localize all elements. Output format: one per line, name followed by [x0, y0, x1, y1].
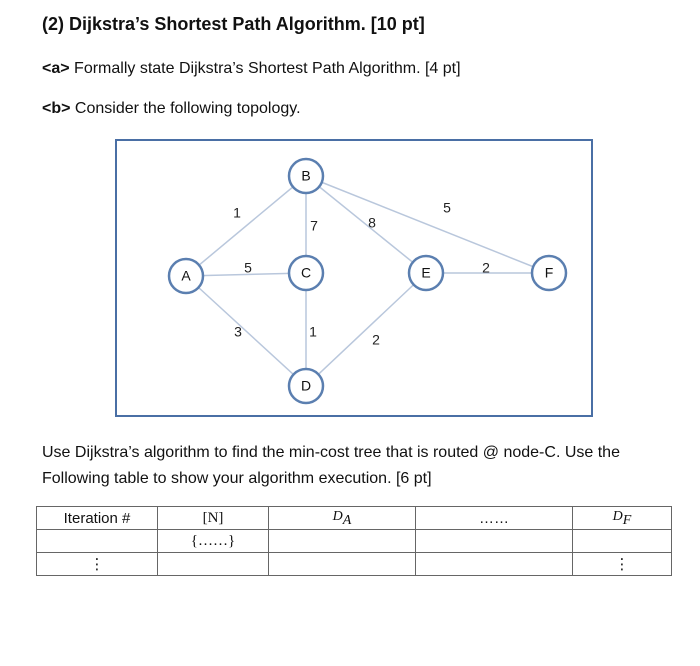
- edge-A-D: [186, 276, 306, 386]
- question-title: (2) Dijkstra’s Shortest Path Algorithm. [10 pt]: [42, 14, 425, 34]
- header-d-f: [573, 507, 672, 530]
- part-b-line: [42, 100, 301, 118]
- part-a-line: [42, 60, 461, 78]
- edge-B-E: [306, 176, 426, 273]
- d-a-symbol: D: [332, 509, 343, 524]
- topology-graph: [117, 141, 591, 415]
- d-f-subscript: F: [622, 513, 632, 528]
- cell-ellipsis-2[interactable]: [416, 553, 573, 576]
- edge-D-E: [306, 273, 426, 386]
- cell-d-f-1[interactable]: [573, 530, 672, 553]
- cell-ellipsis-1[interactable]: [416, 530, 573, 553]
- node-label-C: C: [300, 264, 312, 281]
- cell-iteration-2[interactable]: ⋮: [37, 553, 158, 576]
- cell-d-f-2[interactable]: ⋮: [573, 553, 672, 576]
- node-label-F: F: [544, 264, 554, 281]
- edge-weight-B-C: 7: [310, 217, 318, 234]
- edge-weight-E-F: 2: [482, 259, 490, 276]
- edge-weight-A-B: 1: [233, 204, 241, 221]
- cell-iteration-1[interactable]: [37, 530, 158, 553]
- header-iteration: Iteration #: [37, 507, 158, 530]
- header-ellipsis: ……: [416, 507, 573, 530]
- part-a-tag: <a>: [42, 60, 70, 77]
- header-d-a: [269, 507, 416, 530]
- node-label-D: D: [300, 377, 312, 394]
- instructions-paragraph: Use Dijkstra’s algorithm to find the min-cost tree that is routed @ node-C. Use the Following table to show your algorithm execution. [6 pt]: [42, 444, 620, 487]
- edge-weight-A-D: 3: [234, 323, 242, 340]
- table-row: [37, 530, 672, 553]
- cell-n-set-1[interactable]: {……}: [158, 530, 269, 553]
- cell-d-a-2[interactable]: [269, 553, 416, 576]
- part-b-text: Consider the following topology.: [70, 100, 301, 117]
- edge-weight-D-E: 2: [372, 331, 380, 348]
- cell-n-set-2[interactable]: [158, 553, 269, 576]
- d-a-subscript: A: [342, 513, 352, 528]
- node-label-B: B: [301, 167, 311, 184]
- edge-weight-C-D: 1: [309, 323, 317, 340]
- node-label-E: E: [421, 264, 431, 281]
- topology-figure: [115, 139, 593, 417]
- edge-weight-B-F: 5: [443, 199, 451, 216]
- table-header-row: [37, 507, 672, 530]
- edge-weight-B-E: 8: [368, 214, 376, 231]
- part-b-tag: <b>: [42, 100, 71, 117]
- part-a-text: Formally state Dijkstra’s Shortest Path Algorithm. [4 pt]: [69, 60, 461, 77]
- node-label-A: A: [181, 267, 191, 284]
- edge-weight-A-C: 5: [244, 259, 252, 276]
- d-f-symbol: D: [612, 509, 623, 524]
- table-row: [37, 553, 672, 576]
- header-n-set: [N]: [158, 507, 269, 530]
- cell-d-a-1[interactable]: [269, 530, 416, 553]
- execution-table: [36, 506, 672, 576]
